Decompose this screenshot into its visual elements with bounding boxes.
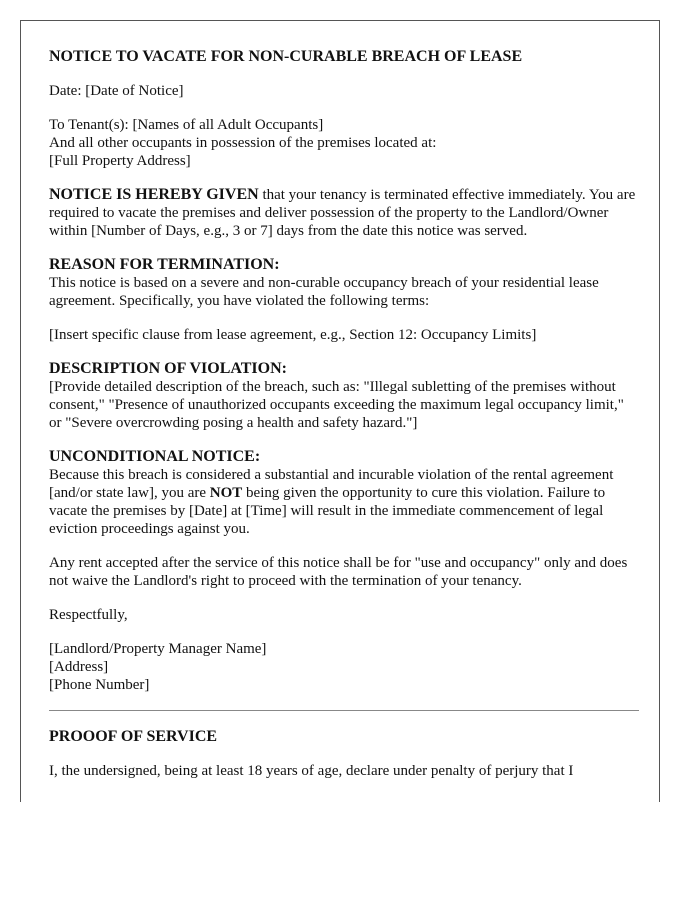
signature-phone: [Phone Number] [49,677,150,693]
unconditional-heading: UNCONDITIONAL NOTICE: [49,448,261,465]
document-body [49,48,639,780]
occupants-line: And all other occupants in possession of the premises located at: [49,135,437,151]
document-title: NOTICE TO VACATE FOR NON-CURABLE BREACH OF LEASE [49,48,523,65]
signature-address: [Address] [49,659,109,675]
tenant-line: To Tenant(s): [Names of all Adult Occupants] [49,117,324,133]
reason-heading: REASON FOR TERMINATION: [49,256,280,273]
notice-text: that your tenancy is terminated effective immediately. You are required to vacate the premises and deliver possession of the property to the Landlord/Owner within [Number of Days, e.g., 3 or 7] days from the date this notice was served. [49,187,636,239]
violation-heading: DESCRIPTION OF VIOLATION: [49,360,287,377]
unconditional-text-after: being given the opportunity to cure this violation. Failure to vacate the premises by [Date] at [Time] will result in the immediate commencement of legal eviction proceedings against you. [49,485,606,537]
rent-paragraph: Any rent accepted after the service of this notice shall be for "use and occupancy" only and does not waive the Landlord's right to proceed with the termination of your tenancy. [49,555,628,589]
notice-lead: NOTICE IS HEREBY GIVEN [49,186,259,203]
signature-name: [Landlord/Property Manager Name] [49,641,267,657]
document-page [20,20,660,802]
reason-text: This notice is based on a severe and non-curable occupancy breach of your residential lease agreement. Specifically, you have violated the following terms: [49,275,599,309]
closing-line: Respectfully, [49,607,128,623]
reason-clause: [Insert specific clause from lease agreement, e.g., Section 12: Occupancy Limits] [49,327,537,343]
property-address-line: [Full Property Address] [49,153,191,169]
proof-heading: PROOOF OF SERVICE [49,728,218,745]
section-divider [49,710,639,711]
notice-paragraph [49,186,639,240]
unconditional-emphasis: NOT [209,485,243,501]
date-line: Date: [Date of Notice] [49,83,184,99]
proof-text: I, the undersigned, being at least 18 years of age, declare under penalty of perjury that I [49,763,574,779]
unconditional-text-before: Because this breach is considered a substantial and incurable violation of the rental agreement [and/or state law], you are [49,467,614,501]
unconditional-text [49,466,639,538]
violation-text: [Provide detailed description of the breach, such as: "Illegal subletting of the premises without consent," "Presence of unauthorized occupants exceeding the maximum legal occupancy limit," or "Severe overcrowding posing a health and safety hazard."] [49,379,624,431]
